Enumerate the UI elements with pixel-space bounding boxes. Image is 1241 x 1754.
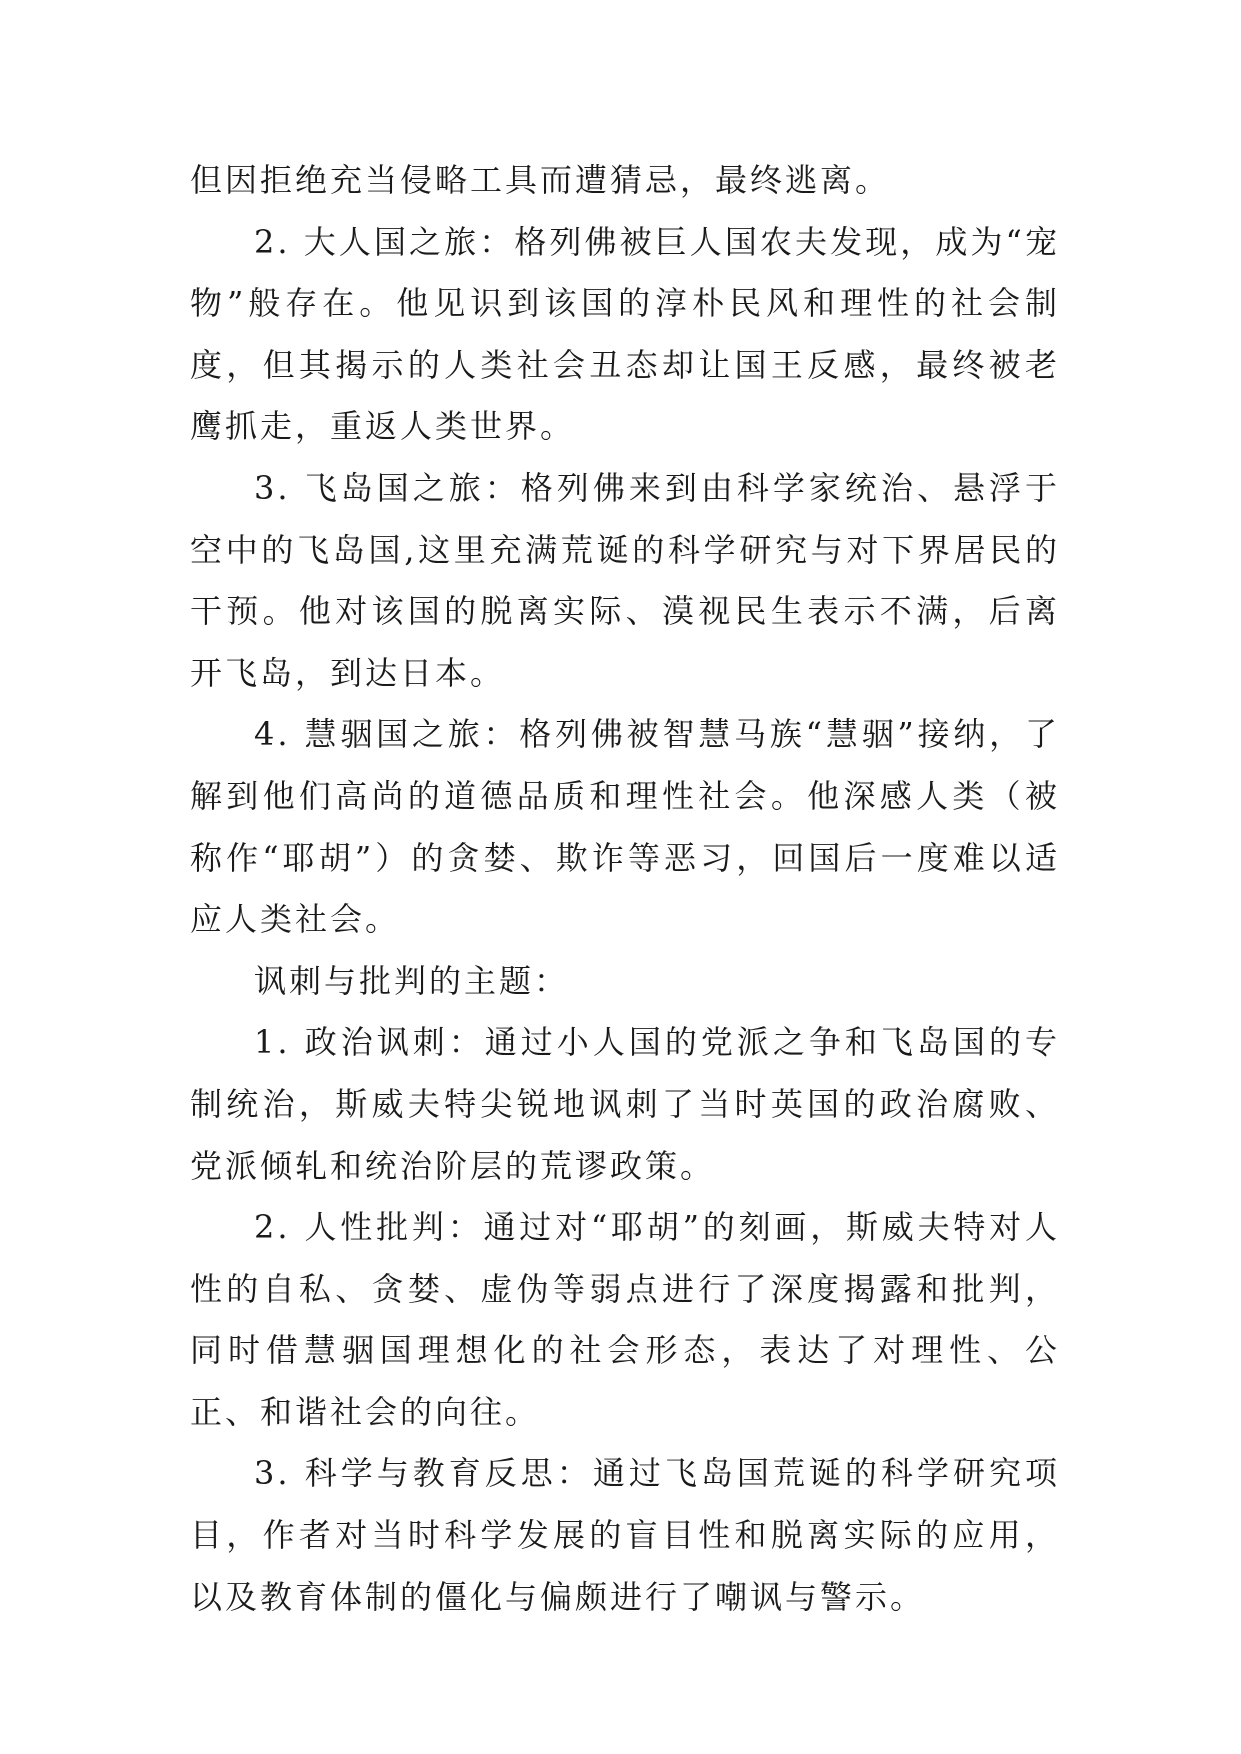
paragraph-human-nature: 2. 人性批判：通过对“耶胡”的刻画，斯威夫特对人性的自私、贪婪、虚伪等弱点进行了深度揭露和批判，同时借慧骃国理想化的社会形态，表达了对理性、公正、和谐社会的向往。 [190, 1208, 1060, 1431]
document-body [190, 150, 1060, 1628]
paragraph-houyhnhnm: 4. 慧骃国之旅：格列佛被智慧马族“慧骃”接纳，了解到他们高尚的道德品质和理性社会。他深感人类（被称作“耶胡”）的贪婪、欺诈等恶习，回国后一度难以适应人类社会。 [190, 715, 1060, 939]
paragraph-continuation: 但因拒绝充当侵略工具而遭猜忌，最终逃离。 [190, 161, 891, 199]
section-heading-themes: 讽刺与批判的主题： [254, 961, 570, 1000]
paragraph-laputa: 3. 飞岛国之旅：格列佛来到由科学家统治、悬浮于空中的飞岛国,这里充满荒诞的科学研究与对下界居民的干预。他对该国的脱离实际、漠视民生表示不满，后离开飞岛，到达日本。 [190, 468, 1060, 692]
paragraph-brobdingnag: 2. 大人国之旅：格列佛被巨人国农夫发现，成为“宠物”般存在。他见识到该国的淳朴民风和理性的社会制度，但其揭示的人类社会丑态却让国王反感，最终被老鹰抓走，重返人类世界。 [190, 222, 1060, 446]
paragraph-science-education: 3. 科学与教育反思：通过飞岛国荒诞的科学研究项目，作者对当时科学发展的盲目性和脱离实际的应用，以及教育体制的僵化与偏颇进行了嘲讽与警示。 [190, 1454, 1060, 1616]
paragraph-political-satire: 1. 政治讽刺：通过小人国的党派之争和飞岛国的专制统治，斯威夫特尖锐地讽刺了当时英国的政治腐败、党派倾轧和统治阶层的荒谬政策。 [190, 1023, 1060, 1185]
